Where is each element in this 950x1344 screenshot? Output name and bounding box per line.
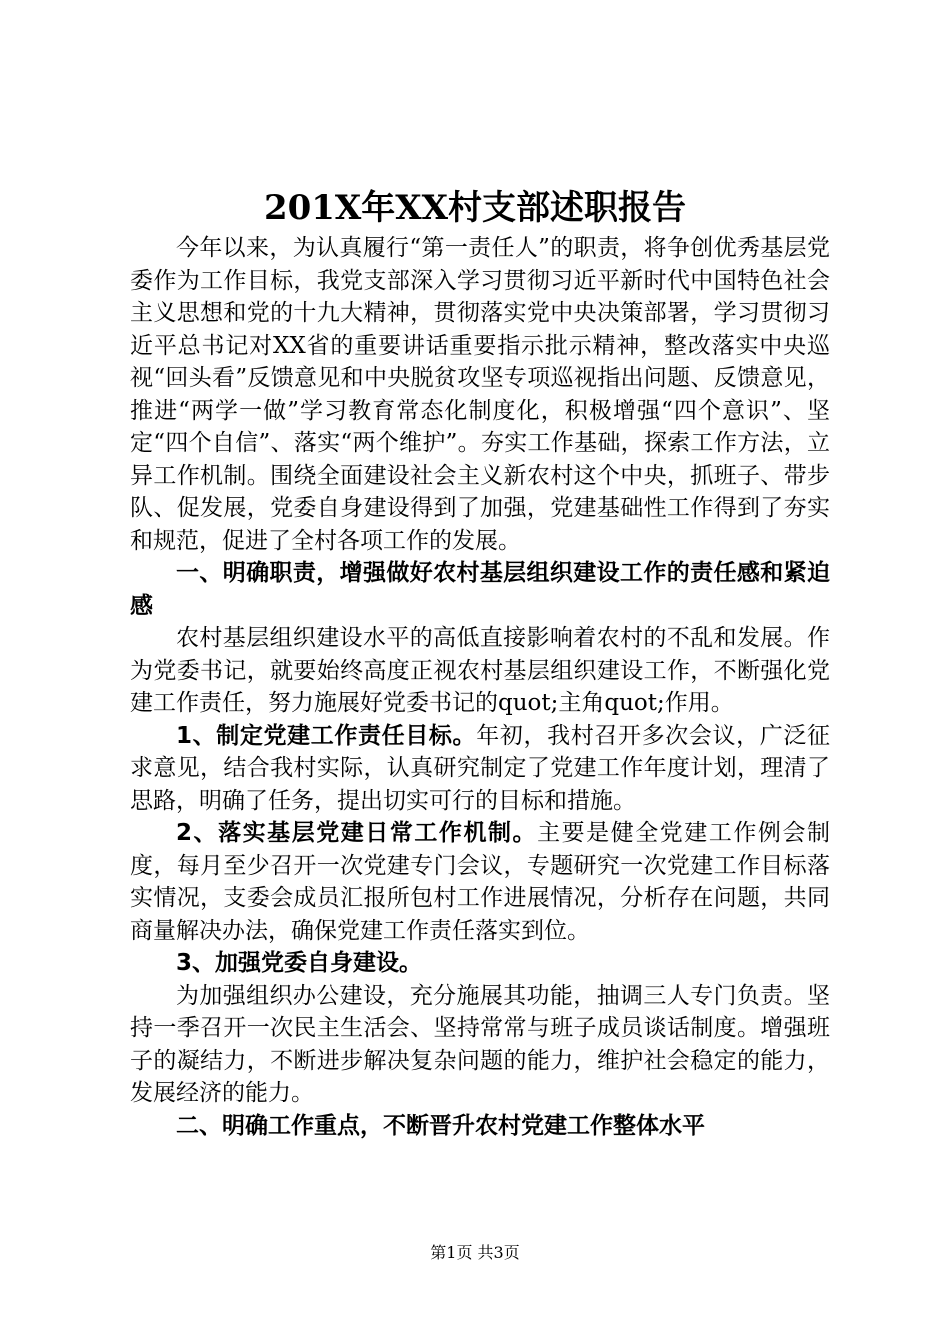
item-1-heading: 1、制定党建工作责任目标。 [176,722,477,749]
item-3-paragraph: 为加强组织办公建设，充分施展其功能，抽调三人专门负责。坚持一季召开一次民主生活会、坚持常常与班子成员谈话制度。增强班子的凝结力，不断进步解决复杂问题的能力，维护社会稳定的能力，发展经济的能力。 [130,982,830,1106]
section-heading-1: 一、明确职责，增强做好农村基层组织建设工作的责任感和紧迫感 [130,560,830,619]
item-1-paragraph [130,720,830,818]
item-1-text: 年初，我村召开多次会议，广泛征求意见，结合我村实际，认真研究制定了党建工作年度计划，理清了思路，明确了任务，提出切实可行的目标和措施。 [130,722,830,814]
page-footer: 第1页 共3页 [430,1243,520,1262]
document-body [130,232,830,1142]
section-heading-2: 二、明确工作重点，不断晋升农村党建工作整体水平 [176,1112,705,1139]
document-title: 201X年XX村支部述职报告 [263,188,687,228]
intro-paragraph: 今年以来，为认真履行“第一责任人”的职责，将争创优秀基层党委作为工作目标，我党支部深入学习贯彻习近平新时代中国特色社会主义思想和党的十九大精神，贯彻落实党中央决策部署，学习贯彻习近平总书记对XX省的重要讲话重要指示批示精神，整改落实中央巡视“回头看”反馈意见和中央脱贫攻坚专项巡视指出问题、反馈意见，推进“两学一做”学习教育常态化制度化，积极增强“四个意识”、坚定“四个自信”、落实“两个维护”。夯实工作基础，探索工作方法，立异工作机制。围绕全面建设社会主义新农村这个中央，抓班子、带步队、促发展，党委自身建设得到了加强，党建基础性工作得到了夯实和规范，促进了全村各项工作的发展。 [130,235,830,554]
item-3-heading: 3、加强党委自身建设。 [176,950,423,976]
item-2-heading: 2、落实基层党建日常工作机制。 [176,820,538,846]
item-2-paragraph [130,817,830,947]
section-1-paragraph: 农村基层组织建设水平的高低直接影响着农村的不乱和发展。作为党委书记，就要始终高度正视农村基层组织建设工作，不断强化党建工作责任，努力施展好党委书记的quot;主角quot;作用。 [130,625,830,716]
item-2-text: 主要是健全党建工作例会制度，每月至少召开一次党建专门会议，专题研究一次党建工作目标落实情况，支委会成员汇报所包村工作进展情况，分析存在问题，共同商量解决办法，确保党建工作责任落实到位。 [130,820,830,944]
